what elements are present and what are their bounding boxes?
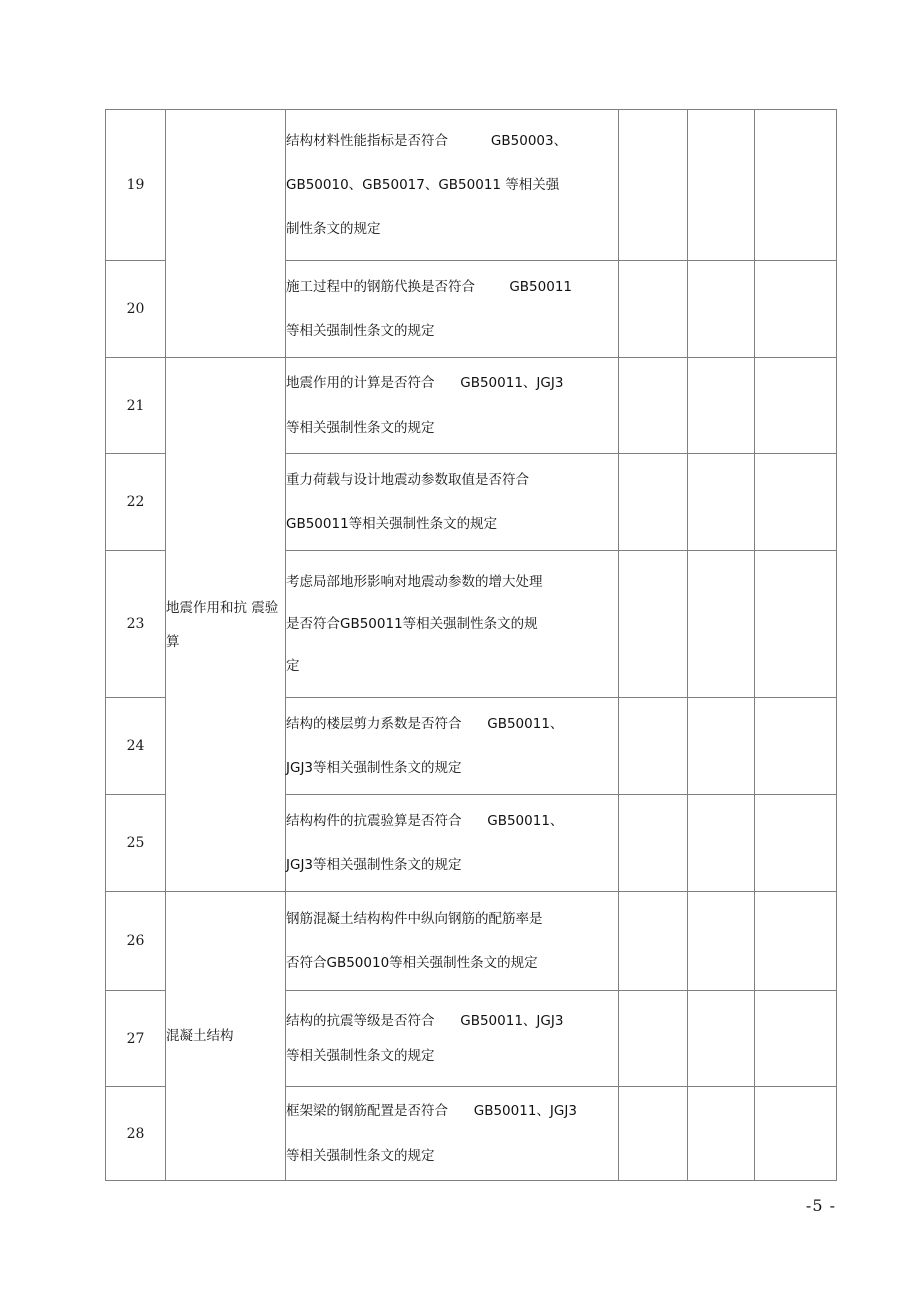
check-cell-4[interactable] [619, 892, 688, 991]
item-line: 施工过程中的钢筋代换是否符合 GB50011 [286, 278, 572, 295]
row-number-cell: 21 [106, 358, 166, 454]
item-line: 定 [286, 658, 300, 675]
check-cell-6[interactable] [755, 110, 837, 261]
item-line: 等相关强制性条文的规定 [286, 1147, 435, 1164]
row-number-cell: 24 [106, 698, 166, 795]
item-text-cell [286, 261, 619, 358]
check-cell-4[interactable] [619, 110, 688, 261]
table-row [106, 892, 837, 991]
row-number-cell: 22 [106, 454, 166, 551]
item-text-cell [286, 991, 619, 1087]
row-number-cell: 28 [106, 1087, 166, 1181]
item-line: GB50011等相关强制性条文的规定 [286, 516, 498, 532]
item-line: JGJ3等相关强制性条文的规定 [286, 760, 462, 776]
check-cell-5[interactable] [688, 991, 755, 1087]
check-cell-4[interactable] [619, 991, 688, 1087]
item-line: 框架梁的钢筋配置是否符合 GB50011、JGJ3 [286, 1103, 577, 1120]
item-line: 结构的抗震等级是否符合 GB50011、JGJ3 [286, 1013, 564, 1030]
row-number-cell: 26 [106, 892, 166, 991]
check-cell-5[interactable] [688, 454, 755, 551]
item-line: 等相关强制性条文的规定 [286, 419, 435, 436]
check-cell-5[interactable] [688, 358, 755, 454]
page-number-footer: -5 - [805, 1196, 836, 1215]
row-number-cell: 19 [106, 110, 166, 261]
check-cell-5[interactable] [688, 261, 755, 358]
category-label-line: 混凝土结构 [166, 1028, 234, 1044]
item-text-cell [286, 110, 619, 261]
item-line: 等相关强制性条文的规定 [286, 1047, 435, 1064]
item-line: 考虑局部地形影响对地震动参数的增大处理 [286, 573, 543, 590]
item-text-cell [286, 1087, 619, 1181]
check-cell-5[interactable] [688, 110, 755, 261]
item-text-cell [286, 454, 619, 551]
table-row [106, 110, 837, 261]
check-cell-4[interactable] [619, 454, 688, 551]
category-cell-concrete [166, 892, 286, 1181]
item-line: 制性条文的规定 [286, 221, 381, 238]
check-cell-5[interactable] [688, 892, 755, 991]
item-line: 结构的楼层剪力系数是否符合 GB50011、 [286, 715, 564, 732]
row-number-cell: 25 [106, 795, 166, 892]
item-line: 是否符合GB50011等相关强制性条文的规 [286, 615, 538, 632]
check-cell-4[interactable] [619, 358, 688, 454]
item-line: GB50010、GB50017、GB50011 等相关强 [286, 176, 560, 193]
category-label-line: 地震作用和抗 [166, 599, 247, 616]
item-line: 钢筋混凝土结构构件中纵向钢筋的配筋率是 [286, 910, 543, 927]
check-cell-5[interactable] [688, 795, 755, 892]
row-number-cell: 27 [106, 991, 166, 1087]
category-cell-blank [166, 110, 286, 358]
category-label-line: 震验算 [166, 599, 279, 650]
item-line: 地震作用的计算是否符合 GB50011、JGJ3 [286, 375, 564, 392]
item-text-cell [286, 795, 619, 892]
check-cell-4[interactable] [619, 795, 688, 892]
row-number-cell: 23 [106, 551, 166, 698]
check-cell-6[interactable] [755, 261, 837, 358]
check-cell-4[interactable] [619, 1087, 688, 1181]
check-cell-6[interactable] [755, 892, 837, 991]
check-cell-5[interactable] [688, 698, 755, 795]
check-cell-6[interactable] [755, 454, 837, 551]
check-cell-6[interactable] [755, 698, 837, 795]
table-row [106, 358, 837, 454]
item-text-cell [286, 892, 619, 991]
check-cell-4[interactable] [619, 261, 688, 358]
check-cell-5[interactable] [688, 551, 755, 698]
inspection-checklist-table [105, 109, 837, 1181]
check-cell-6[interactable] [755, 1087, 837, 1181]
check-cell-4[interactable] [619, 698, 688, 795]
check-cell-6[interactable] [755, 358, 837, 454]
check-cell-6[interactable] [755, 551, 837, 698]
category-cell-seismic [166, 358, 286, 892]
check-cell-6[interactable] [755, 795, 837, 892]
item-line: 等相关强制性条文的规定 [286, 323, 435, 339]
item-line: 结构构件的抗震验算是否符合 GB50011、 [286, 812, 564, 829]
item-line: 否符合GB50010等相关强制性条文的规定 [286, 955, 538, 971]
item-line: JGJ3等相关强制性条文的规定 [286, 857, 462, 873]
check-cell-4[interactable] [619, 551, 688, 698]
item-text-cell [286, 358, 619, 454]
row-number-cell: 20 [106, 261, 166, 358]
item-line: 重力荷载与设计地震动参数取值是否符合 [286, 471, 529, 488]
item-line: 结构材料性能指标是否符合 GB50003、 [286, 132, 568, 149]
check-cell-5[interactable] [688, 1087, 755, 1181]
check-cell-6[interactable] [755, 991, 837, 1087]
item-text-cell [286, 698, 619, 795]
item-text-cell [286, 551, 619, 698]
